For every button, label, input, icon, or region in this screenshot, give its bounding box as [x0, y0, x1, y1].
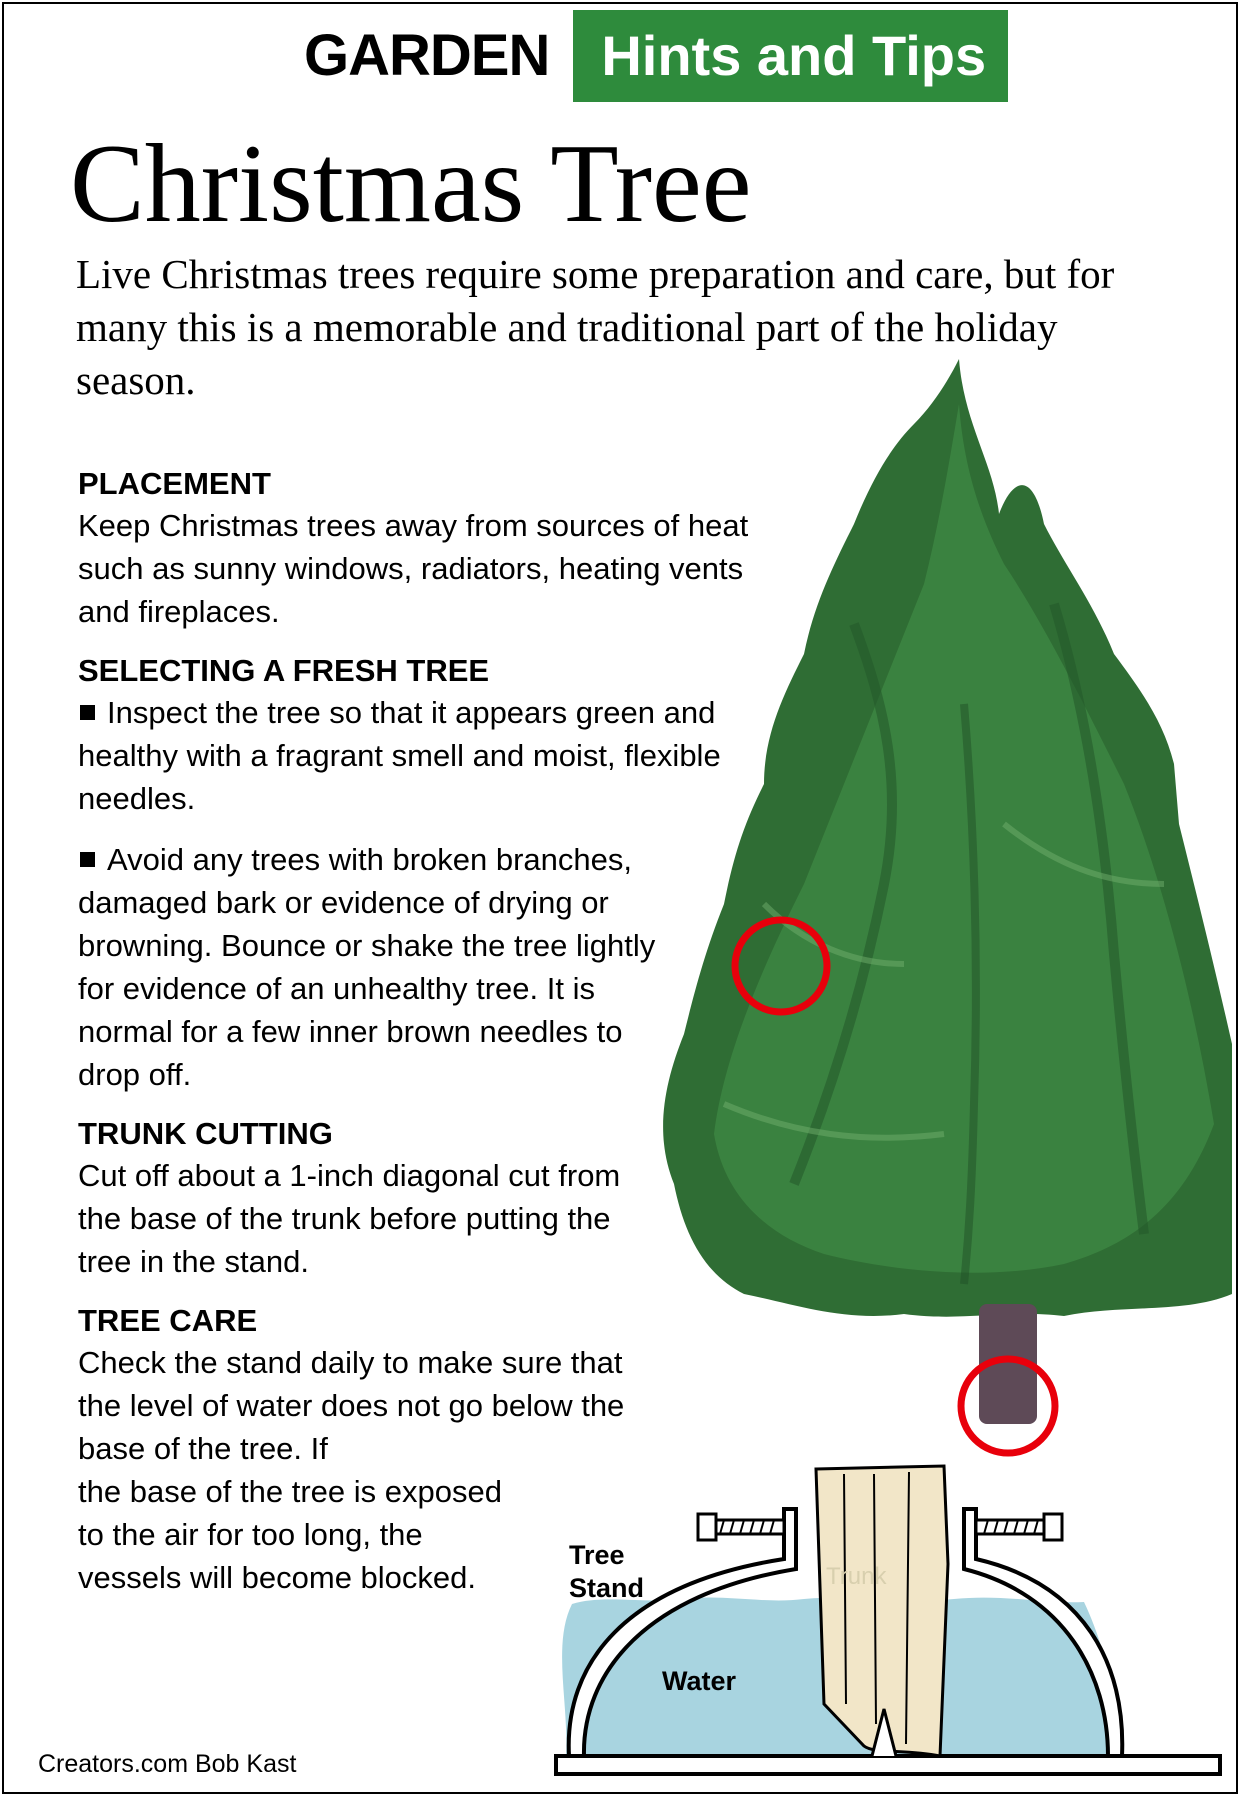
selecting-bullet-1	[78, 691, 798, 820]
page-title: Christmas Tree	[70, 122, 752, 246]
bullet-square-icon	[80, 852, 95, 867]
selecting-bullet-2-text: Avoid any trees with broken branches, damaged bark or evidence of drying or browning. Bounce or shake the tree lightly for evidence of an unhealthy tree. It is normal for a few inner brown needles to drop off.	[78, 842, 656, 1092]
trunk-label: Trunk	[826, 1563, 887, 1590]
infographic-page	[2, 2, 1238, 1794]
selecting-heading: SELECTING A FRESH TREE	[78, 653, 490, 688]
intro-paragraph: Live Christmas trees require some preparation and care, but for many this is a memorable and traditional part of the holiday season.	[76, 251, 1115, 403]
bullet-square-icon	[80, 705, 95, 720]
credit-line: Creators.com Bob Kast	[38, 1750, 297, 1778]
brand-label: GARDEN	[304, 23, 550, 88]
section-tag: Hints and Tips	[573, 10, 1008, 102]
selecting-bullet-1-text: Inspect the tree so that it appears green and healthy with a fragrant smell and moist, flexible needles.	[78, 695, 721, 816]
tree-stand-label-line2: Stand	[569, 1573, 645, 1603]
placement-heading: PLACEMENT	[78, 466, 271, 501]
tree-care-text: Check the stand daily to make sure that the level of water does not go below the base of the tree. If the base of the tree is exposed to the air for too long, the vessels will become blocked.	[78, 1345, 625, 1595]
trunk-cutting-heading: TRUNK CUTTING	[78, 1116, 333, 1151]
tree-stand-label-line1: Tree	[569, 1540, 625, 1570]
placement-text: Keep Christmas trees away from sources of heat such as sunny windows, radiators, heating vents and fireplaces.	[78, 508, 749, 629]
tree-care-heading: TREE CARE	[78, 1303, 258, 1338]
content-column	[78, 464, 798, 1599]
trunk-cutting-text: Cut off about a 1-inch diagonal cut from the base of the trunk before putting the tree in the stand.	[78, 1158, 621, 1279]
selecting-bullet-2	[78, 838, 658, 1096]
water-label: Water	[662, 1666, 737, 1696]
